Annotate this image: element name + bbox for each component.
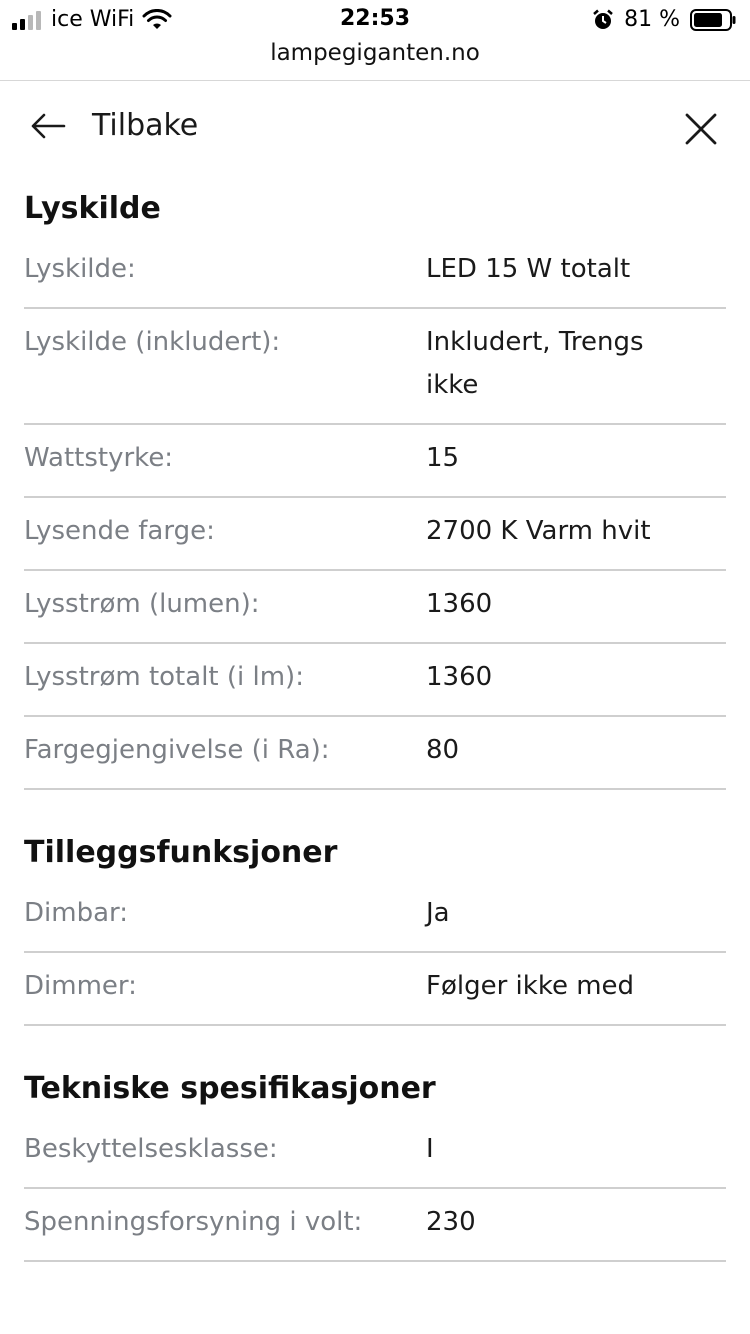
- status-bar: [0, 0, 750, 66]
- status-right: [592, 6, 736, 34]
- spec-label: Fargegjengivelse (i Ra):: [24, 735, 330, 765]
- spec-value: Følger ikke med: [426, 971, 635, 1001]
- spec-value: LED 15 W totalt: [426, 254, 631, 284]
- spec-label: Lysende farge:: [24, 516, 215, 546]
- spec-value: 1360: [426, 662, 493, 692]
- alarm-clock-icon: [592, 9, 614, 31]
- spec-row: [24, 236, 726, 309]
- battery-percentage: 81 %: [624, 7, 680, 32]
- browser-url[interactable]: lampegiganten.no: [270, 40, 480, 66]
- spec-row: [24, 309, 726, 425]
- spec-list-lyskilde: [24, 236, 726, 790]
- carrier-name: ice WiFi: [51, 7, 135, 32]
- spec-row: [24, 571, 726, 644]
- spec-label: Dimbar:: [24, 898, 128, 928]
- spec-label: Spenningsforsyning i volt:: [24, 1207, 363, 1237]
- spec-value: I: [426, 1134, 434, 1164]
- spec-row: [24, 953, 726, 1026]
- spec-value: 2700 K Varm hvit: [426, 516, 651, 546]
- spec-label: Lyskilde:: [24, 254, 136, 284]
- spec-label: Beskyttelsesklasse:: [24, 1134, 278, 1164]
- spec-row: [24, 1116, 726, 1189]
- spec-row: [24, 498, 726, 571]
- spec-list-tekniske-spesifikasjoner: [24, 1116, 726, 1262]
- arrow-left-icon: [30, 111, 66, 141]
- spec-label: Dimmer:: [24, 971, 137, 1001]
- spec-value: 1360: [426, 589, 493, 619]
- spec-value: Ja: [426, 898, 450, 928]
- close-icon[interactable]: [684, 112, 718, 146]
- spec-label: Wattstyrke:: [24, 443, 174, 473]
- section-title-tilleggsfunksjoner: Tilleggsfunksjoner: [24, 835, 338, 870]
- browser-divider: [0, 80, 750, 81]
- spec-label: Lysstrøm totalt (i lm):: [24, 662, 304, 692]
- spec-list-tilleggsfunksjoner: [24, 880, 726, 1026]
- back-label: Tilbake: [92, 108, 199, 143]
- spec-value: 80: [426, 735, 460, 765]
- spec-row: [24, 425, 726, 498]
- spec-row: [24, 880, 726, 953]
- spec-value: Inkludert, Trengs ikke: [426, 327, 644, 400]
- section-title-lyskilde: Lyskilde: [24, 191, 161, 226]
- status-time: 22:53: [339, 6, 411, 31]
- spec-value: 15: [426, 443, 460, 473]
- spec-content: [24, 182, 726, 1262]
- battery-icon: [690, 9, 736, 31]
- spec-label: Lysstrøm (lumen):: [24, 589, 260, 619]
- spec-value: 230: [426, 1207, 476, 1237]
- spec-row: [24, 644, 726, 717]
- nav-bar: [0, 100, 750, 164]
- spec-label: Lyskilde (inkludert):: [24, 327, 281, 357]
- spec-row: [24, 1189, 726, 1262]
- section-title-tekniske-spesifikasjoner: Tekniske spesifikasjoner: [24, 1071, 436, 1106]
- back-button[interactable]: [30, 108, 198, 143]
- spec-row: [24, 717, 726, 790]
